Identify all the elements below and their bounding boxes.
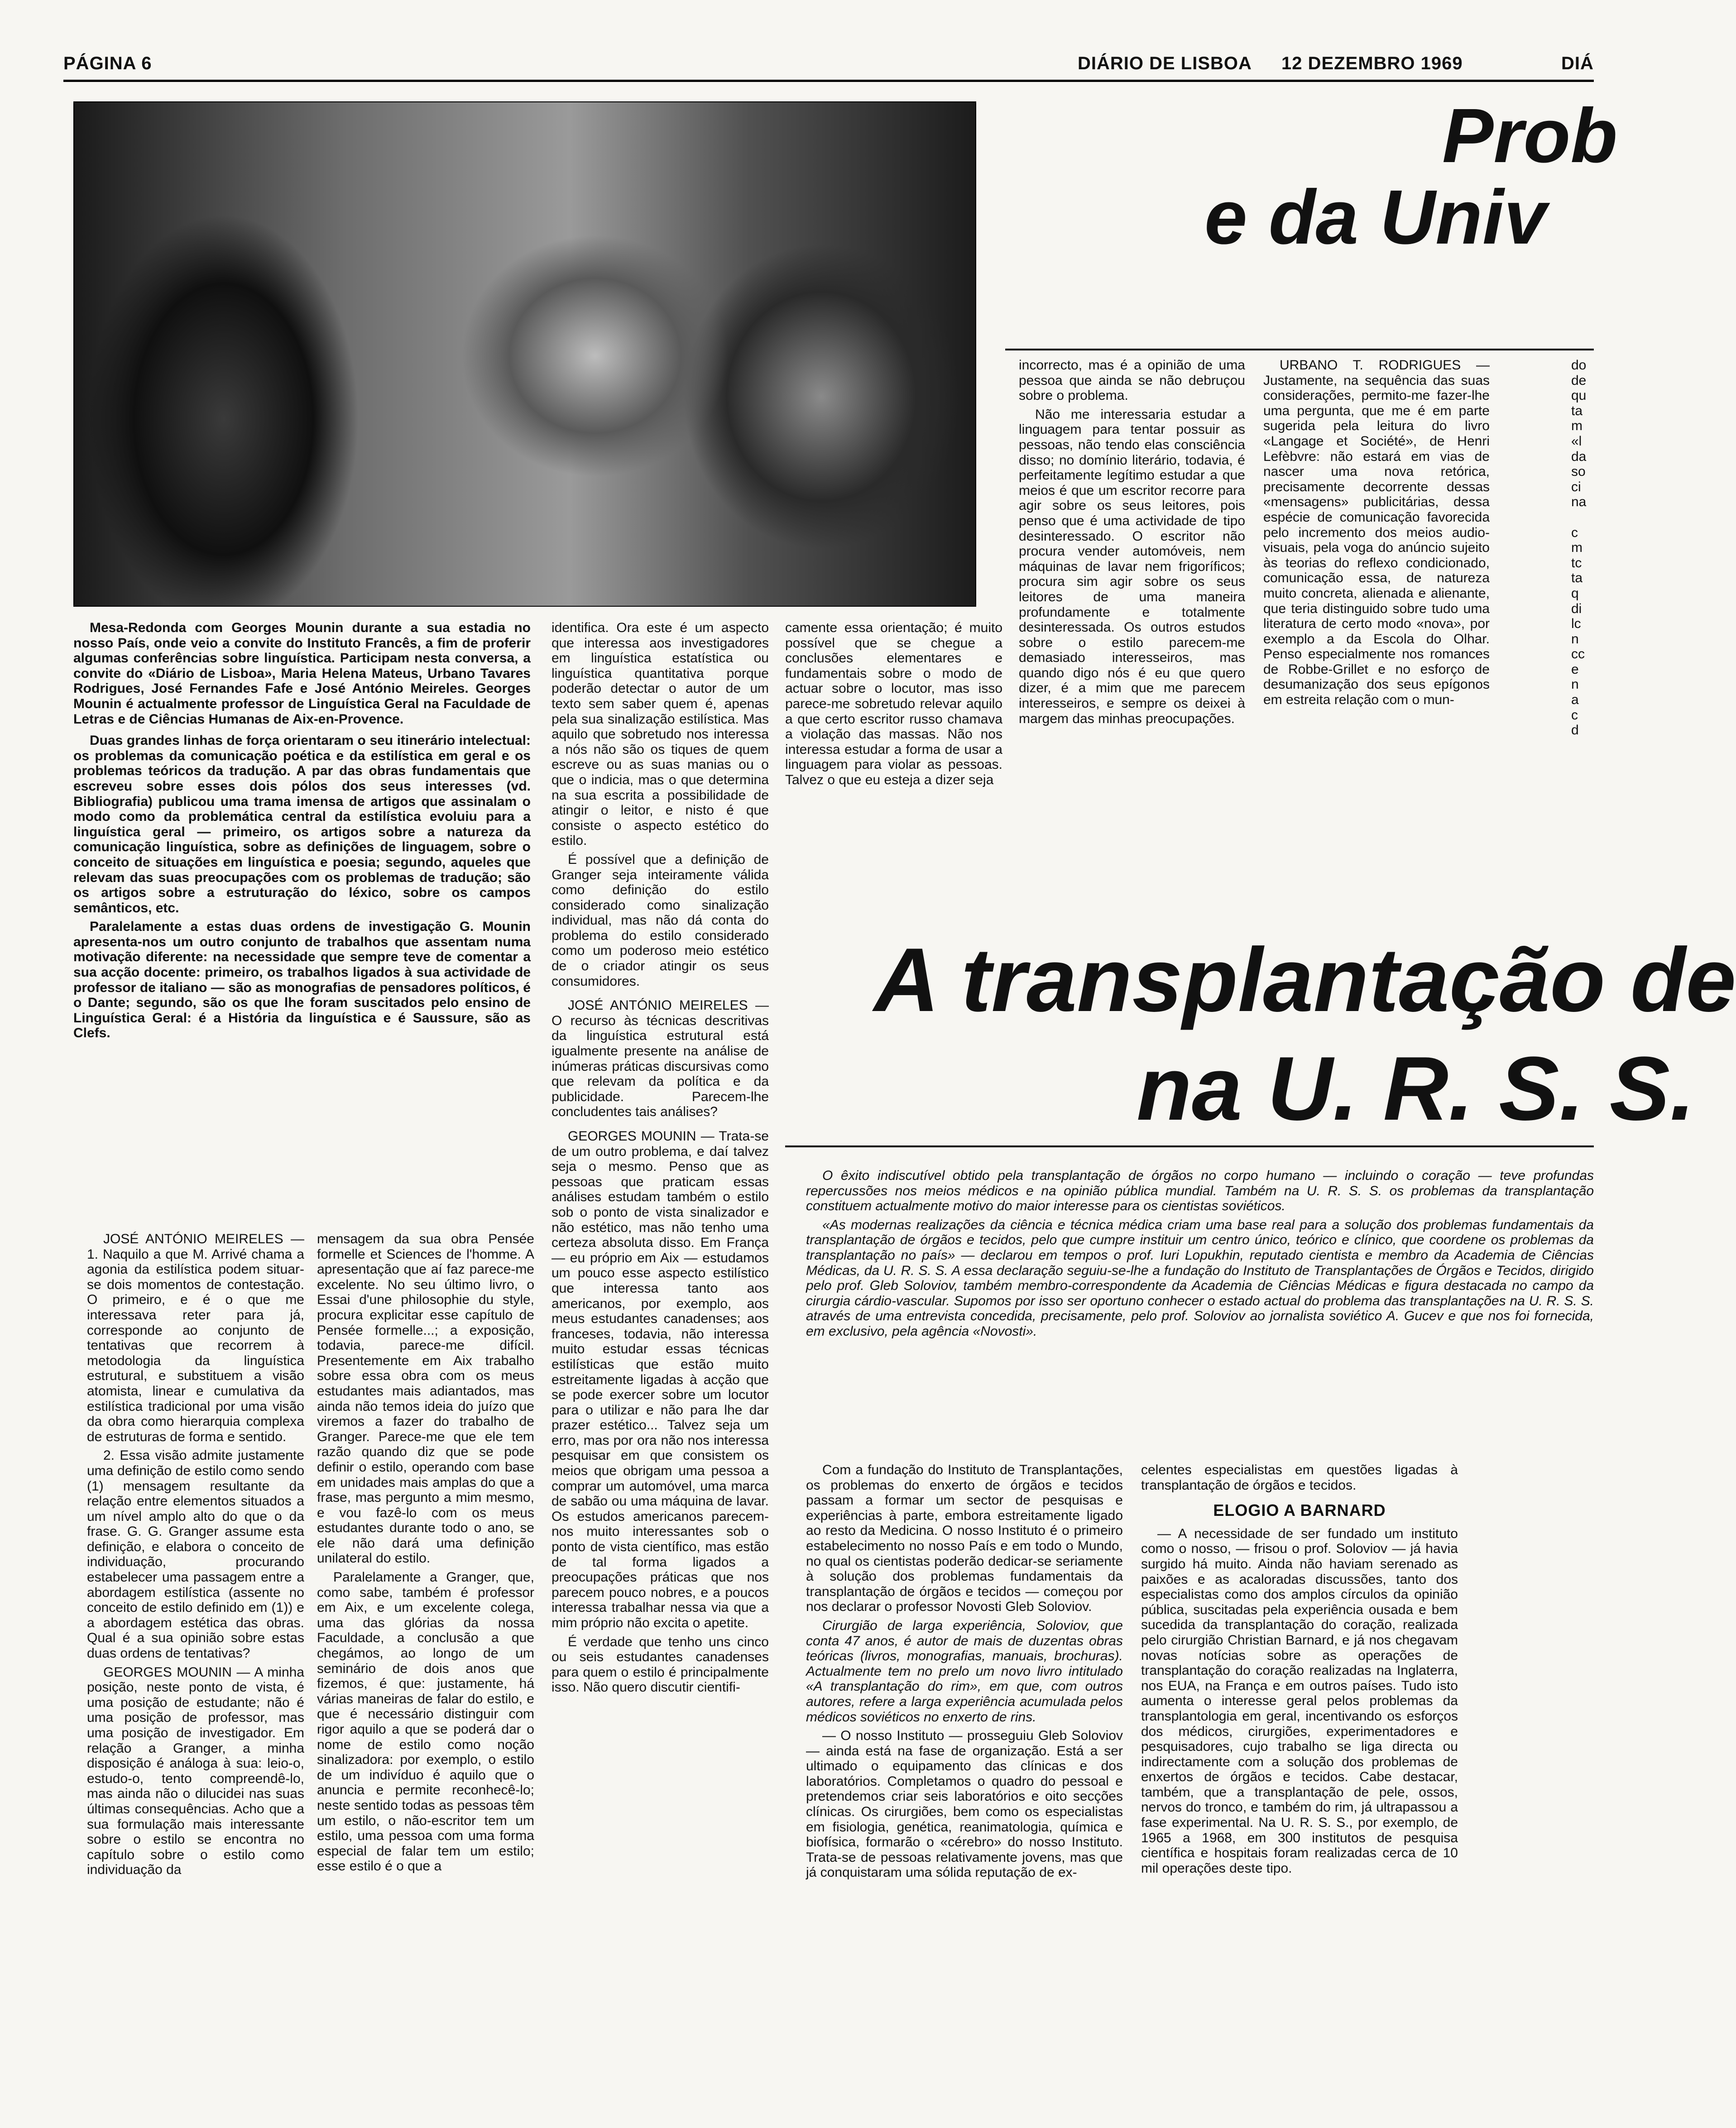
text-fragment: lc <box>1571 616 1581 632</box>
text-fragment: ta <box>1571 570 1583 586</box>
interview-column-4 <box>785 620 1002 1132</box>
interview-paragraph: identifica. Ora este é um aspecto que interessa aos investigadores em linguística estatística ou linguística quantitativa porque poderão detectar o autor de um texto sem saber quem é, apenas pela sua sinalização estilística. Mas aquilo que sobretudo nos interessa a nós não são os tiques de quem escreve ou as suas manias ou o que o indicia, mas o que determina na sua escrita a possibilidade de atingir o leitor, e nisto é que consiste o aspecto estético do estilo. <box>551 620 769 848</box>
text-fragment: so <box>1571 464 1586 479</box>
interview-paragraph: camente essa orientação; é muito possível que se chegue a conclusões elementares e fundamentais sobre o modo de actuar sobre o locutor, mas isso parece-me sobretudo relevar aquilo a que certo escritor russo chamava a violação das massas. Não nos interessa estudar a forma de usar a linguagem para violar as pessoas. Talvez o que eu esteja a dizer seja <box>785 620 1002 787</box>
text-fragment: na <box>1571 494 1587 510</box>
interview-column-1 <box>87 1232 304 2092</box>
interview-paragraph: incorrecto, mas é a opinião de uma pessoa que ainda se não debruçou sobre o problema. <box>1019 358 1245 403</box>
interview-paragraph: JOSÉ ANTÓNIO MEIRELES — O recurso às técnicas descritivas da linguística estrutural está igualmente presente na análise de inúmeras práticas discursivas como que relevam da política e da publicidade. Parecem-lhe concludentes tais análises? <box>551 998 769 1120</box>
article2-paragraph: — O nosso Instituto — prosseguiu Gleb Soloviov — ainda está na fase de organização. Está a ser ultimado o equipamento das clínicas e dos laboratórios. Completamos o quadro do pessoal e pretendemos criar seis laboratórios e oito secções clínicas. Os cirurgiões, bem como os especialistas em fisiologia, genética, reanimatologia, química e biofísica, formarão o «cérebro» do nosso Instituto. Trata-se de pessoas relativamente jovens, mas que já conquistaram uma sólida reputação de ex- <box>806 1728 1123 1880</box>
issue-date: 12 DEZEMBRO 1969 <box>1281 53 1463 73</box>
text-fragment: di <box>1571 601 1582 616</box>
text-fragment: cc <box>1571 647 1585 662</box>
article2-subhead: ELOGIO A BARNARD <box>1213 1501 1386 1520</box>
text-fragment: tc <box>1571 555 1582 570</box>
interview-paragraph: É verdade que tenho uns cinco ou seis estudantes canadenses para quem o estilo é principalmente isso. Não quero discutir cientifi- <box>551 1634 769 1695</box>
interview-paragraph: JOSÉ ANTÓNIO MEIRELES — 1. Naquilo a que M. Arrivé chama a agonia da estilística podem situar-se dois momentos de contestação. O primeiro, e é o que me interessava reter para já, corresponde ao conjunto de tentativas que recorrem à metodologia da linguística estrutural, e substituem a visão atomista, linear e cumulativa da estilística tradicional por uma visão da obra como hierarquia complexa de estruturas de forma e sentido. <box>87 1232 304 1444</box>
text-fragment: qu <box>1571 388 1587 403</box>
interview-paragraph: 2. Essa visão admite justamente uma definição de estilo como sendo (1) mensagem resultante da relação entre elementos situados a um nível amplo alto do que o da frase. G. G. Granger assume esta definição, e elabora o conceito de individuação, procurando estabelecer uma passagem entre a abordagem estilística (assente no conceito de estilo definido em (1)) e a abordagem estética das obras. Qual é a sua opinião sobre estas duas ordens de tentativas? <box>87 1448 304 1661</box>
intro-block <box>73 620 531 1227</box>
text-fragment: e <box>1571 661 1579 677</box>
headline-top-line2: e da Univ <box>1204 174 1547 260</box>
text-fragment: m <box>1571 540 1583 556</box>
article2-paragraph: celentes especialistas em questões ligadas à transplantação de órgãos e tecidos. <box>1141 1462 1458 1493</box>
interview-paragraph: É possível que a definição de Granger seja inteiramente válida como definição do estilo considerado como sinalização individual, mas não dá conta do problema do estilo considerado como um poderoso meio estético de o criador atingir os seus consumidores. <box>551 852 769 989</box>
article2-title-line2: na U. R. S. S. <box>1137 1038 1695 1139</box>
text-fragment: c <box>1571 707 1578 723</box>
article2-lead-paragraph-1: O êxito indiscutível obtido pela transplantação de órgãos no corpo humano — incluindo o coração — teve profundas repercussões nos meios médicos e na opinião pública mundial. Também na U. R. S. S. os problemas da transplantação constituem actualmente motivo do maior interesse para os cientistas soviéticos. <box>806 1168 1594 1214</box>
text-fragment: n <box>1571 631 1579 647</box>
interview-paragraph: GEORGES MOUNIN — A minha posição, neste ponto de vista, é uma posição de estudante; não é uma posição de professor, mas uma posição de investigador. Em relação a Granger, a minha disposição é análoga à sua: leio-o, estudo-o, tento compreendê-lo, mas ainda não o dilucidei nas suas últimas consequências. Acho que a sua formulação mais interessante sobre o estilo se encontra no capítulo sobre o estilo como individuação da <box>87 1664 304 1878</box>
text-fragment: «l <box>1571 433 1582 449</box>
article2-paragraph: Cirurgião de larga experiência, Soloviov, que conta 47 anos, é autor de mais de duzentas obras teóricas (livros, monografias, manuais, brochuras). Actualmente tem no prelo um novo livro intitulado «A transplantação do rim», em que, com outros autores, refere a larga experiência acumulada pelos médicos soviéticos no enxerto de rins. <box>806 1618 1123 1725</box>
text-fragment: m <box>1571 418 1583 434</box>
text-fragment: ta <box>1571 403 1583 418</box>
interview-paragraph: mensagem da sua obra Pensée formelle et Sciences de l'homme. A apresentação que aí faz parece-me excelente. No seu último livro, o Essai d'une philosophie du style, procura explicitar esse capítulo de Pensée formelle...; a exposição, todavia, parece-me difícil. Presentemente em Aix trabalho sobre essa obra com os meus estudantes mais adiantados, mas ainda não temos ideia do juízo que viremos a fazer do trabalho de Granger. Parece-me que ele tem razão quando diz que se pode definir o estilo, operando com base em unidades mais amplas do que a frase, mas pergunto a mim mesmo, e vou fazê-lo com os meus estudantes durante todo o ano, se ele não dará uma definição unilateral do estilo. <box>317 1232 534 1566</box>
text-fragment: do <box>1571 358 1587 373</box>
text-fragment: da <box>1571 449 1587 464</box>
interview-paragraph: GEORGES MOUNIN — Trata-se de um outro problema, e daí talvez seja o mesmo. Penso que as pessoas que praticam essas análises estudam também o estilo sob o ponto de vista sinalizador e não estético, mas não tenho uma certeza absoluta disso. Em França — eu próprio em Aix — estudamos um pouco esse aspecto estilístico que interessa tanto aos americanos, por exemplo, aos meus estudantes canadenses; aos franceses, todavia, não interessa muito estudar essas técnicas estilísticas que estão muito estreitamente ligadas à acção que se pode exercer sobre um locutor para o utilizar e não para lhe dar prazer estético... Talvez seja um erro, mas por ora não nos interessa pesquisar em que consistem os meios que obrigam uma pessoa a comprar um automóvel, uma marca de sabão ou uma máquina de lavar. Os estudos americanos parecem-nos muito interessantes sob o ponto de vista científico, mas estão de tal forma ligados a preocupações práticas que nos parecem pouco nobres, e a poucos interessa trabalhar nessa via que a mim próprio não excita o apetite. <box>551 1129 769 1630</box>
roundtable-photo <box>73 101 976 607</box>
photo-caption: Mesa-Redonda com Georges Mounin durante a sua estadia no nosso País, onde veio a convite do Instituto Francês, a fim de proferir algumas conferências sobre linguística. Participam nesta conversa, a convite do «Diário de Lisboa», Maria Helena Mateus, Urbano Tavares Rodrigues, José Fernandes Fafe e José António Meireles. Georges Mounin é actualmente professor de Linguística Geral na Faculdade de Letras e de Ciências Humanas de Aix-en-Provence. <box>73 620 531 727</box>
article2-lead-paragraph-2: «As modernas realizações da ciência e técnica médica criam uma base real para a solução dos problemas fundamentais da transplantação de órgãos e tecidos, pelo que cumpre instituir um centro único, teórico e clínico, que coordene os problemas da transplantação no país» — declarou em tempos o prof. Iuri Lopukhin, reputado cientista e membro da Academia de Ciências Médicas, da U. R. S. S. A essa declaração seguiu-se-lhe a fundação do Instituto de Transplantações de Órgãos e Tecidos, dirigido pelo prof. Gleb Soloviov, também membro-correspondente da Academia de Ciências Médicas e figura destacada no campo da cirurgia cárdio-vascular. Supomos por isso ser oportuno conhecer o estado actual do problema das transplantações na U. R. S. S. através de uma entrevista concedida, precisamente, pelo prof. Soloviov ao jornalista soviético A. Gucev e que nos foi fornecida, em exclusivo, pela agência «Novosti». <box>806 1217 1594 1339</box>
article2-column-1 <box>806 1462 1123 2096</box>
interview-paragraph: Paralelamente a Granger, que, como sabe, também é professor em Aix, e um excelente colega, uma das glórias da nossa Faculdade, a conclusão a que chegámos, ao longo de um seminário de dois anos que fizemos, é que: justamente, há várias maneiras de falar do estilo, e que é necessário distinguir com rigor aquilo a que se poderá dar o nome de estilo como noção sinalizadora: por exemplo, o estilo de um indivíduo é aquilo que o anuncia e permite reconhecê-lo; neste sentido todas as pessoas têm um estilo, o não-escritor tem um estilo, uma pessoa com uma forma especial de falar tem um estilo; esse estilo é o que a <box>317 1570 534 1874</box>
headline-top-line1: Prob <box>1442 93 1618 179</box>
article2-column-2 <box>1141 1462 1458 2096</box>
article2-title-line1: A transplantação de <box>874 930 1736 1030</box>
text-fragment: a <box>1571 692 1579 708</box>
intro-paragraph-2: Paralelamente a estas duas ordens de investigação G. Mounin apresenta-nos um outro conjunto de trabalhos que assentam numa motivação diferente: na necessidade que sempre teve de comentar a sua acção docente: primeiro, os trabalhos ligados à sua actividade de professor de italiano — são as monografias de pensadores políticos, é o Dante; segundo, são os que lhe foram suscitados pelo ensino de Linguística Geral: é a História da linguística e é Saussure, são as Clefs. <box>73 919 531 1041</box>
header-rule <box>63 80 1594 82</box>
text-fragment: c <box>1571 525 1578 540</box>
article2-paragraph: — A necessidade de ser fundado um instituto como o nosso, — frisou o prof. Soloviov — já havia surgido há muito. Ainda não haviam serenado as paixões e as acaloradas discussões, tanto dos especialistas como dos amplos círculos da opinião pública, suscitadas pela experiência ousada e bem sucedida da transplantação do coração, realizada pelo cirurgião Christian Barnard, e já nos chegavam novas notícias sobre as operações de transplantação do coração realizadas na Inglaterra, nos EUA, na França e em outros países. Tudo isto aumenta o interesse geral pelos problemas da transplantologia em geral, incentivando os esforços dos médicos, cirurgiões, experimentadores e pesquisadores, cujo trabalho se liga directa ou indirectamente com a solução dos problemas de enxertos de órgãos e tecidos. Cabe destacar, também, que a transplantação de pele, ossos, nervos do tronco, e também do rim, já ultrapassou a fase experimental. Na U. R. S. S., por exemplo, de 1965 a 1968, em 300 institutos de pesquisa científica e hospitais foram realizadas cerca de 10 mil operações deste tipo. <box>1141 1526 1458 1876</box>
page-number: PÁGINA 6 <box>63 53 152 73</box>
interview-column-3 <box>551 620 769 2092</box>
article2-lead <box>806 1168 1594 1449</box>
text-fragment: n <box>1571 677 1579 692</box>
headline-rule <box>1005 349 1594 350</box>
section-rule <box>785 1145 1594 1147</box>
interview-paragraph: Não me interessaria estudar a linguagem para tentar possuir as pessoas, não tendo elas consciência disso; no domínio literário, todavia, é perfeitamente legítimo estudar a que meios é que um escritor recorre para agir sobre os seus leitores, pois penso que é uma actividade de tipo desinteressado. O escritor não procura vender automóveis, nem máquinas de lavar nem frigoríficos; procura sim agir sobre os seus leitores de uma maneira profundamente e totalmente desinteressada. Os outros estudos sobre o estilo parecem-me demasiado interesseiros, mas quando digo nós é eu que quero dizer, é a mim que me parecem interesseiros, e sempre os deixei à margem das minhas preocupações. <box>1019 407 1245 726</box>
text-fragment: de <box>1571 373 1587 388</box>
newspaper-name: DIÁRIO DE LISBOA <box>1078 53 1252 73</box>
newspaper-name-cut: DIÁ <box>1561 53 1594 73</box>
interview-paragraph: URBANO T. RODRIGUES — Justamente, na sequência das suas considerações, permito-me fazer-lhe uma pergunta, que me é em parte sugerida pela leitura do livro «Langage et Société», de Henri Lefèbvre: não estará em vias de nascer uma nova retórica, precisamente decorrente dessas «mensagens» publicitárias, dessa espécie de comunicação favorecida pelo incremento dos meios audio-visuais, pela voga do anúncio sujeito às teorias do reflexo condicionado, comunicação essa, de natureza muito concreta, alienada e alienante, que teria distinguido sobre tudo uma literatura de certo modo «nova», por exemplo a da Escola do Olhar. Penso especialmente nos romances de Robbe-Grillet e no esforço de desumanização dos seus epígonos em estreita relação com o mun- <box>1263 358 1490 708</box>
intro-paragraph-1: Duas grandes linhas de força orientaram o seu itinerário intelectual: os problemas da comunicação poética e da estilística em geral e os problemas teóricos da tradução. A par das obras fundamentais que escreveu sobre esses dois pólos dos seus interesses (vd. Bibliografia) publicou uma trama imensa de artigos que assinalam o modo como da problemática central da estilística evoluiu para a linguística geral — primeiro, os artigos sobre a natureza da comunicação linguística, sobre as definições de linguagem, sobre o conceito de situações em linguística e poesia; segundo, aqueles que relevam das suas preocupações com os problemas de tradução; são os artigos sobre a estruturação do léxico, sobre os campos semânticos, etc. <box>73 733 531 915</box>
article2-paragraph: Com a fundação do Instituto de Transplantações, os problemas do enxerto de órgãos e tecidos passam a formar um sector de pesquisas e experiências à parte, embora estreitamente ligado ao resto da Medicina. O nosso Instituto é o primeiro estabelecimento no nosso País e em todo o Mundo, no qual os cientistas poderão dedicar-se seriamente à solução dos problemas fundamentais da transplantação de órgãos e tecidos — começou por nos declarar o professor Novosti Gleb Soloviov. <box>806 1462 1123 1615</box>
text-fragment: q <box>1571 585 1579 601</box>
interview-column-2 <box>317 1232 534 2092</box>
text-fragment: d <box>1571 723 1579 738</box>
text-fragment: ci <box>1571 479 1581 494</box>
